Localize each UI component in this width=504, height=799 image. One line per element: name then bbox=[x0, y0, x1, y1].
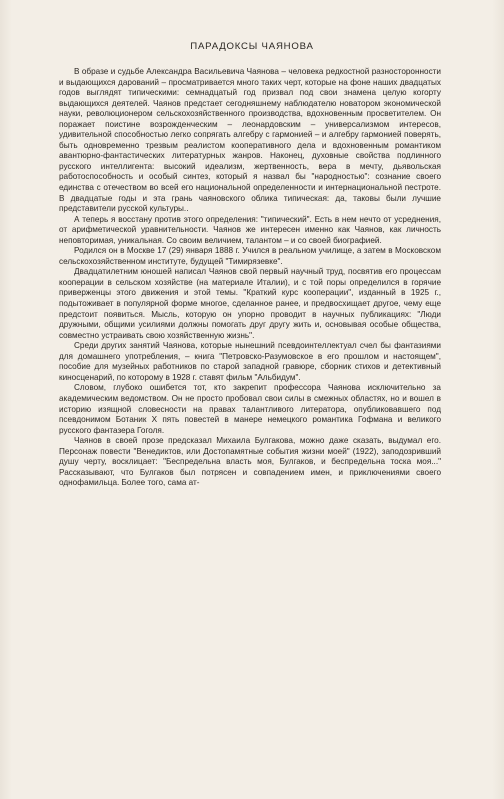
paragraph: А теперь я восстану против этого определения: "типический". Есть в нем нечто от усреднения, от арифметической уравнительности. Чаянов же интересен именно как Чаянов, как личность неповторимая, уникальная. Со своим величием, талантом – и со своей биографией. bbox=[59, 214, 441, 245]
chapter-title: ПАРАДОКСЫ ЧАЯНОВА bbox=[190, 41, 314, 52]
paragraph: Родился он в Москве 17 (29) января 1888 г. Учился в реальном училище, а затем в Московском сельскохозяйственном институте, будущей "Тимирязевке". bbox=[59, 246, 441, 266]
paragraph: В образе и судьбе Александра Васильевича Чаянова – человека редкостной разносторонности и выдающихся дарований – просматривается много таких черт, которые на фоне наших двадцатых годов выглядят типическими: семнадцатый год призвал под свои знамена целую когорту выдающихся деятелей. Чаянов предстает сегодняшнему наблюдателю новатором экономической науки, революционером сельскохозяйственного производства, вдохновенным просветителем. Он поражает поистине возрожденческим – леонардовским – универсализмом интересов, удивительной способностью легко сопрягать алгебру с гармонией – и алгебру гармонией поверять, быть одновременно трезвым реалистом кооперативного дела и вдохновенным романтиком авантюрно-фантастических литературных жанров. Наконец, духовные свойства подлинного русского интеллигента: высокий идеализм, жертвенность, вера в мечту, дьявольская работоспособность и особый синтез, который я назвал бы "народностью": сознание своего единства с отечеством во всей его национальной определенности и интернациональной пестроте. В двадцатые годы и эта грань чаяновского облика типическая: да, таковы были лучшие представители русской культуры.. bbox=[59, 67, 441, 214]
paragraph: Среди других занятий Чаянова, которые нынешний псевдоинтеллектуал счел бы фантазиями для домашнего употребления, – книга "Петровско-Разумовское в его прошлом и настоящем", пособие для музейных работников по старой западной гравюре, сборник стихов и детективный киносценарий, по которому в 1928 г. ставят фильм "Альбидум". bbox=[59, 341, 441, 382]
paragraph: Словом, глубоко ошибется тот, кто закрепит профессора Чаянова исключительно за академическим ведомством. Он не просто пробовал свои силы в смежных областях, но и вошел в историю изящной словесности на правах талантливого литератора, опубликовавшего под псевдонимом Ботаник X пять повестей в манере немецкого романтика Гофмана и великого русского фантазера Гоголя. bbox=[59, 383, 441, 435]
body-text bbox=[59, 67, 441, 489]
paragraph: Двадцатилетним юношей написал Чаянов свой первый научный труд, посвятив его процессам кооперации в сельском хозяйстве (на материале Италии), и с той поры определился в горячие приверженцы этого движения и этой темы. "Краткий курс кооперации", изданный в 1925 г., подытоживает в популярной форме многое, сделанное ранее, и предвосхищает другое, чему еще предстоит появиться. Мысль, которую он упорно проводит в научных публикациях: "Люди дружными, общими усилиями должны помогать друг другу жить и, основывая особые общества, совместно устраивать свою хозяйственную жизнь". bbox=[59, 267, 441, 340]
paragraph: Чаянов в своей прозе предсказал Михаила Булгакова, можно даже сказать, выдумал его. Персонаж повести "Венедиктов, или Достопамятные события жизни моей" (1922), заподозривший душу черту, восклицает: "Беспредельна власть моя, Булгаков, и беспредельна тоска моя..." Рассказывают, что Булгаков был потрясен и совпадением имен, и приключениями своего однофамильца. Более того, сама ат- bbox=[59, 436, 441, 488]
